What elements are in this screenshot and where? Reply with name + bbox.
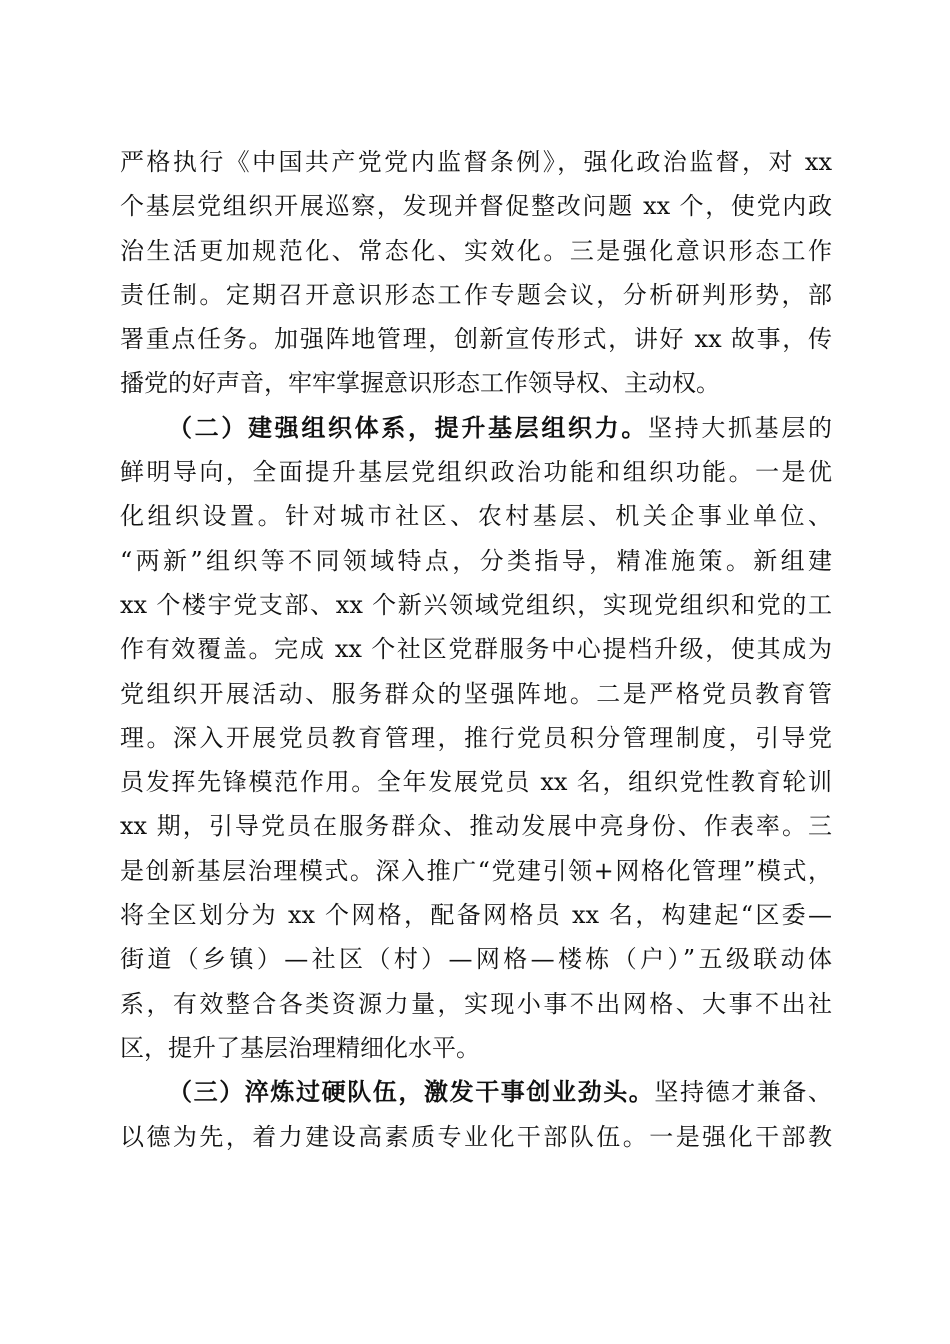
section-heading: （二）建强组织体系，提升基层组织力。 <box>168 412 648 442</box>
text-line: 治生活更加规范化、常态化、实效化。三是强化意识形态工作 <box>120 236 832 265</box>
document-body <box>120 140 832 1159</box>
paragraph-2 <box>120 406 832 1070</box>
paragraph-first-line <box>120 1070 832 1114</box>
text-line: xx 个楼宇党支部、xx 个新兴领域党组织，实现党组织和党的工 <box>120 590 832 619</box>
text-line: 个基层党组织开展巡察，发现并督促整改问题 xx 个，使党内政 <box>120 192 832 221</box>
text-span: 坚持大抓基层的 <box>648 413 832 442</box>
text-line: “两新”组织等不同领域特点，分类指导，精准施策。新组建 <box>120 546 832 575</box>
paragraph-3 <box>120 1070 832 1159</box>
text-line: 播党的好声音，牢牢掌握意识形态工作领导权、主动权。 <box>120 369 720 398</box>
text-line: 鲜明导向，全面提升基层党组织政治功能和组织功能。一是优 <box>120 458 832 487</box>
section-heading: （三）淬炼过硬队伍，激发干事创业劲头。 <box>168 1077 655 1107</box>
paragraph-first-line <box>120 406 832 450</box>
text-line: 员发挥先锋模范作用。全年发展党员 xx 名，组织党性教育轮训 <box>120 768 832 797</box>
text-line: 是创新基层治理模式。深入推广“党建引领+网格化管理”模式， <box>120 856 832 885</box>
text-line: 将全区划分为 xx 个网格，配备网格员 xx 名，构建起“区委— <box>120 901 832 930</box>
text-line: 区，提升了基层治理精细化水平。 <box>120 1033 480 1062</box>
paragraph-1 <box>120 140 832 406</box>
text-line: 系，有效整合各类资源力量，实现小事不出网格、大事不出社 <box>120 989 832 1018</box>
text-line: 严格执行《中国共产党党内监督条例》，强化政治监督，对 xx <box>120 148 832 176</box>
text-line: 责任制。定期召开意识形态工作专题会议，分析研判形势，部 <box>120 280 832 309</box>
text-span: 坚持德才兼备、 <box>654 1078 833 1107</box>
text-line: 以德为先，着力建设高素质专业化干部队伍。一是强化干部教 <box>120 1122 832 1151</box>
text-line: 党组织开展活动、服务群众的坚强阵地。二是严格党员教育管 <box>120 679 832 708</box>
text-line: xx 期，引导党员在服务群众、推动发展中亮身份、作表率。三 <box>120 812 832 841</box>
text-line: 街道（乡镇）—社区（村）—网格—楼栋（户）”五级联动体 <box>120 945 832 974</box>
text-line: 化组织设置。针对城市社区、农村基层、机关企事业单位、 <box>120 502 832 531</box>
text-line: 理。深入开展党员教育管理，推行党员积分管理制度，引导党 <box>120 723 832 752</box>
text-line: 作有效覆盖。完成 xx 个社区党群服务中心提档升级，使其成为 <box>120 635 832 664</box>
text-line: 署重点任务。加强阵地管理，创新宣传形式，讲好 xx 故事，传 <box>120 325 832 354</box>
